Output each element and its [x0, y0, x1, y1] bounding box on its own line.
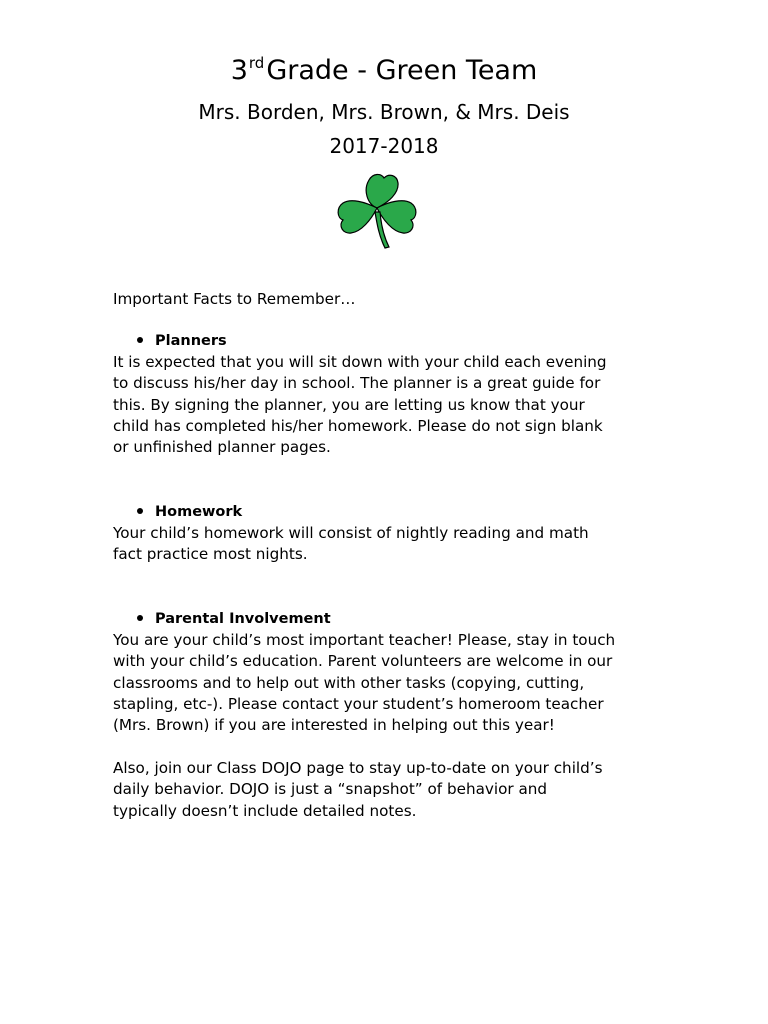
- section-heading-homework: Homework: [137, 502, 242, 522]
- title-grade-number: 3: [230, 55, 248, 86]
- bullet-icon: [137, 337, 143, 343]
- paragraph-line: or unfinished planner pages.: [113, 438, 331, 457]
- shamrock-icon: [333, 168, 423, 254]
- paragraph-line: (Mrs. Brown) if you are interested in helping out this year!: [113, 716, 555, 735]
- paragraph-line: You are your child’s most important teacher! Please, stay in touch: [113, 631, 616, 649]
- intro-text: Important Facts to Remember…: [113, 290, 356, 308]
- paragraph-line: Your child’s homework will consist of nightly reading and math: [113, 524, 589, 542]
- school-year: 2017-2018: [329, 134, 439, 158]
- paragraph-line: daily behavior. DOJO is just a “snapshot” of behavior and: [113, 780, 548, 799]
- section-heading-parental-involvement: Parental Involvement: [137, 609, 331, 629]
- paragraph-parental-involvement: [113, 630, 673, 736]
- section-heading-planners: Planners: [137, 331, 227, 351]
- paragraph-line: with your child’s education. Parent volunteers are welcome in our: [113, 652, 613, 671]
- paragraph-line: stapling, etc-). Please contact your student’s homeroom teacher: [113, 694, 604, 713]
- title-text: Grade - Green Team: [266, 55, 538, 86]
- paragraph-line: It is expected that you will sit down with your child each evening: [113, 353, 607, 371]
- paragraph-line: fact practice most nights.: [113, 545, 308, 564]
- paragraph-line: child has completed his/her homework. Please do not sign blank: [113, 416, 603, 435]
- paragraph-line: typically doesn’t include detailed notes.: [113, 801, 417, 820]
- paragraph-line: to discuss his/her day in school. The planner is a great guide for: [113, 374, 601, 393]
- bullet-icon: [137, 508, 143, 514]
- bullet-icon: [137, 615, 143, 621]
- paragraph-line: classrooms and to help out with other tasks (copying, cutting,: [113, 673, 585, 692]
- paragraph-line: Also, join our Class DOJO page to stay up-to-date on your child’s: [113, 759, 603, 777]
- teacher-names: Mrs. Borden, Mrs. Brown, & Mrs. Deis: [198, 100, 570, 124]
- paragraph-planners: [113, 352, 673, 458]
- page-title: [0, 54, 768, 91]
- paragraph-line: this. By signing the planner, you are letting us know that your: [113, 395, 585, 414]
- paragraph-homework: [113, 523, 673, 566]
- title-ordinal-suffix: rd: [248, 54, 265, 72]
- paragraph-dojo: [113, 758, 673, 822]
